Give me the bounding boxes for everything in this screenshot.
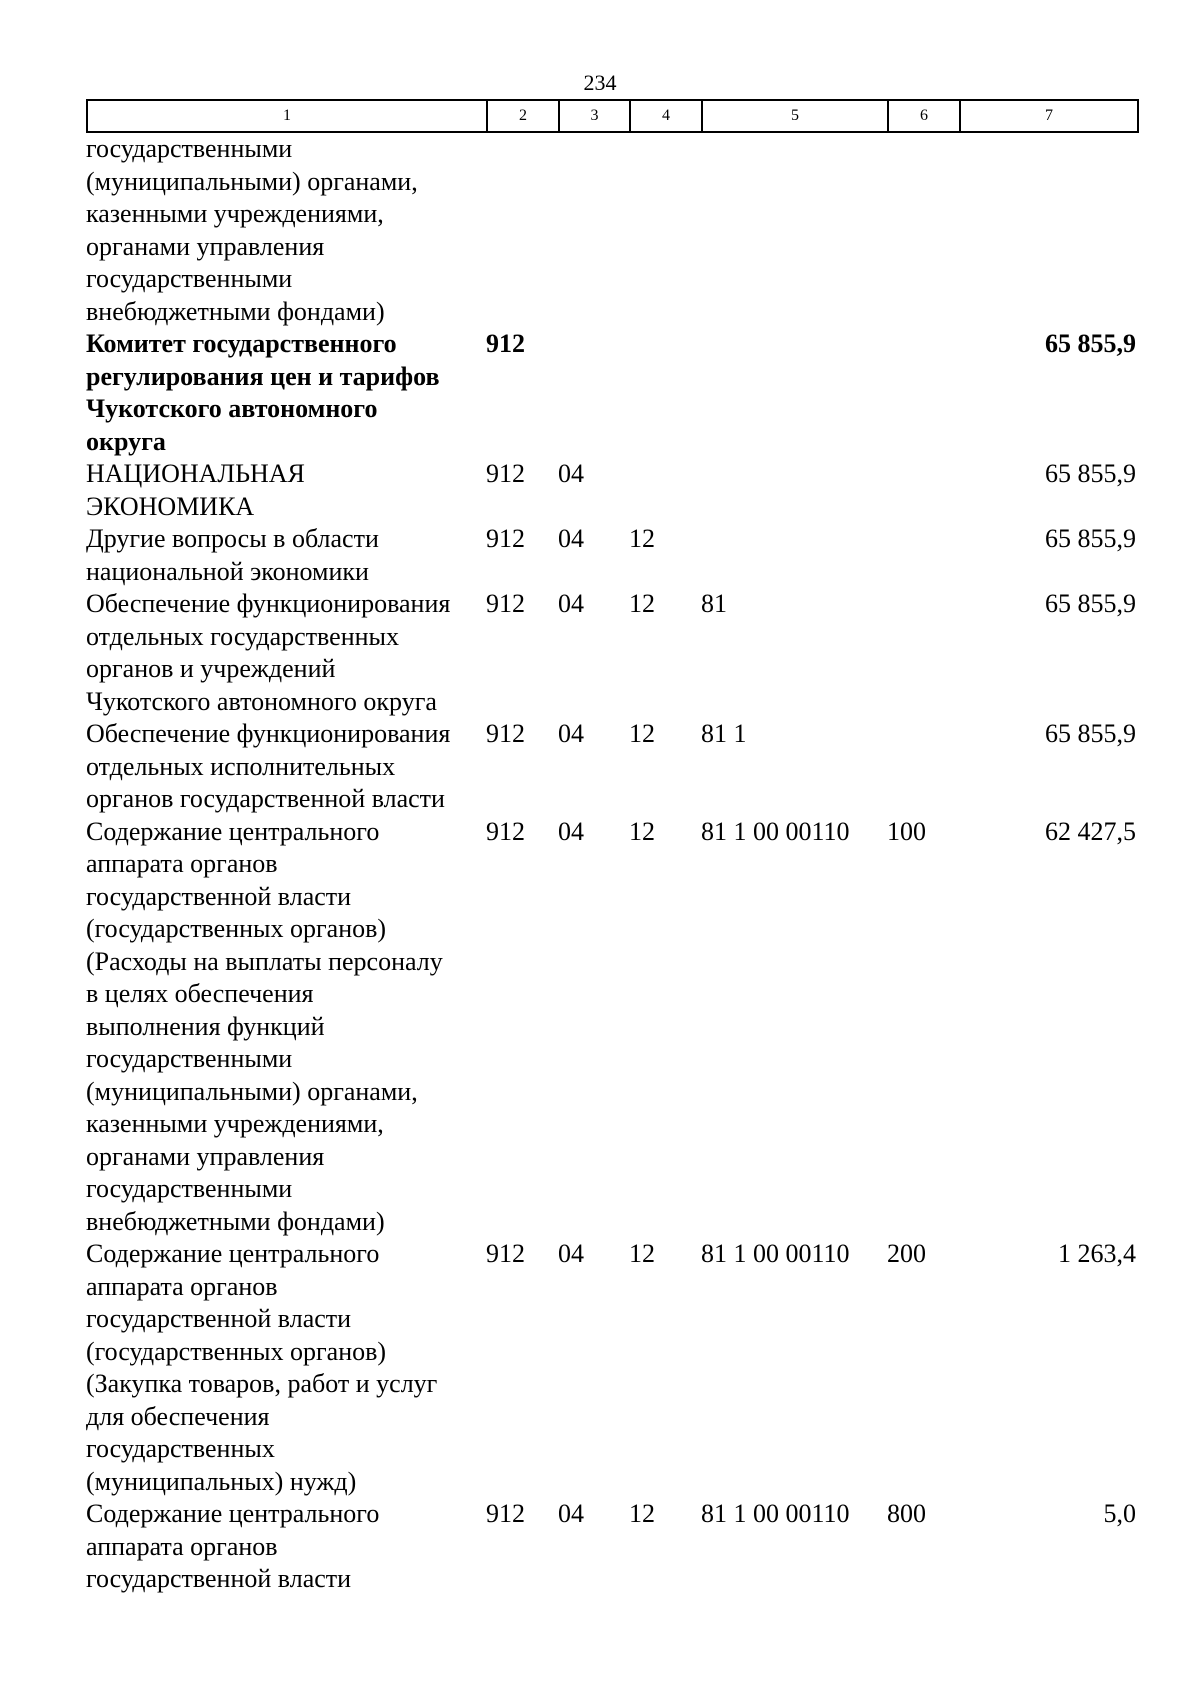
row-ved-code: 912 xyxy=(486,589,525,618)
column-header-1: 1 xyxy=(87,100,487,132)
row-name: государственными (муниципальными) органами, казенными учреждениями, органами управления государственными внебюджетными фондами) xyxy=(86,134,418,326)
row-target-code: 81 1 xyxy=(701,719,747,748)
row-section-code: 04 xyxy=(558,589,584,618)
page-number: 234 xyxy=(583,70,617,95)
table-row xyxy=(86,133,1136,328)
row-subsection-code: 12 xyxy=(629,1239,655,1268)
row-target-code: 81 1 00 00110 xyxy=(701,1499,850,1528)
table-row xyxy=(86,1238,1136,1498)
column-header-row xyxy=(87,100,1138,132)
row-amount: 65 855,9 xyxy=(1045,589,1136,618)
column-header-3: 3 xyxy=(559,100,630,132)
table-row xyxy=(86,588,1136,718)
row-subsection-code: 12 xyxy=(629,816,655,846)
row-expense-type-code: 100 xyxy=(887,816,926,846)
column-header-5: 5 xyxy=(702,100,888,132)
row-amount: 5,0 xyxy=(1103,1499,1136,1528)
row-amount: 62 427,5 xyxy=(1045,816,1136,846)
row-section-code: 04 xyxy=(558,524,584,553)
row-ved-code: 912 xyxy=(486,719,525,748)
row-subsection-code: 12 xyxy=(629,589,655,618)
row-amount: 65 855,9 xyxy=(1045,524,1136,553)
row-name: Содержание центрального аппарата органов государственной власти (государственных органов) (Расходы на выплаты персоналу в целях обеспечения выполнения функций государственными (муниципальными) органами, казенными учреждениями, органами управления государственными внебюджетными фондами) xyxy=(86,816,443,1236)
row-expense-type-code: 200 xyxy=(887,1239,926,1268)
row-ved-code: 912 xyxy=(486,524,525,553)
row-name: Обеспечение функционирования отдельных государственных органов и учреждений Чукотского автономного округа xyxy=(86,589,451,716)
row-ved-code: 912 xyxy=(486,329,525,358)
table-row xyxy=(86,718,1136,816)
table-row xyxy=(86,816,1136,1239)
row-section-code: 04 xyxy=(558,719,584,748)
column-header-4: 4 xyxy=(630,100,702,132)
row-amount: 65 855,9 xyxy=(1045,329,1136,358)
row-section-code: 04 xyxy=(558,816,584,846)
row-ved-code: 912 xyxy=(486,1239,525,1268)
row-target-code: 81 xyxy=(701,589,727,618)
table-row xyxy=(86,523,1136,588)
table-row xyxy=(86,328,1136,458)
column-header-table xyxy=(86,99,1139,133)
row-name: Другие вопросы в области национальной экономики xyxy=(86,524,379,586)
row-name: Содержание центрального аппарата органов государственной власти xyxy=(86,1499,380,1593)
column-header-2: 2 xyxy=(487,100,559,132)
table-row xyxy=(86,1498,1136,1596)
row-section-code: 04 xyxy=(558,1499,584,1528)
row-amount: 65 855,9 xyxy=(1045,459,1136,488)
row-name: НАЦИОНАЛЬНАЯ ЭКОНОМИКА xyxy=(86,459,305,521)
row-section-code: 04 xyxy=(558,1239,584,1268)
row-amount: 65 855,9 xyxy=(1045,719,1136,748)
budget-table-body xyxy=(86,133,1136,1596)
row-subsection-code: 12 xyxy=(629,1499,655,1528)
row-amount: 1 263,4 xyxy=(1058,1239,1136,1268)
row-name: Комитет государственного регулирования цен и тарифов Чукотского автономного округа xyxy=(86,329,440,456)
row-target-code: 81 1 00 00110 xyxy=(701,816,850,846)
row-name: Содержание центрального аппарата органов государственной власти (государственных органов) (Закупка товаров, работ и услуг для обеспечения государственных (муниципальных) нужд) xyxy=(86,1239,438,1496)
row-subsection-code: 12 xyxy=(629,524,655,553)
row-ved-code: 912 xyxy=(486,459,525,488)
row-subsection-code: 12 xyxy=(629,719,655,748)
column-header-7: 7 xyxy=(960,100,1138,132)
column-header-6: 6 xyxy=(888,100,960,132)
row-name: Обеспечение функционирования отдельных исполнительных органов государственной власти xyxy=(86,719,451,813)
row-section-code: 04 xyxy=(558,459,584,488)
table-row xyxy=(86,458,1136,523)
row-expense-type-code: 800 xyxy=(887,1499,926,1528)
row-ved-code: 912 xyxy=(486,816,525,846)
row-target-code: 81 1 00 00110 xyxy=(701,1239,850,1268)
row-ved-code: 912 xyxy=(486,1499,525,1528)
